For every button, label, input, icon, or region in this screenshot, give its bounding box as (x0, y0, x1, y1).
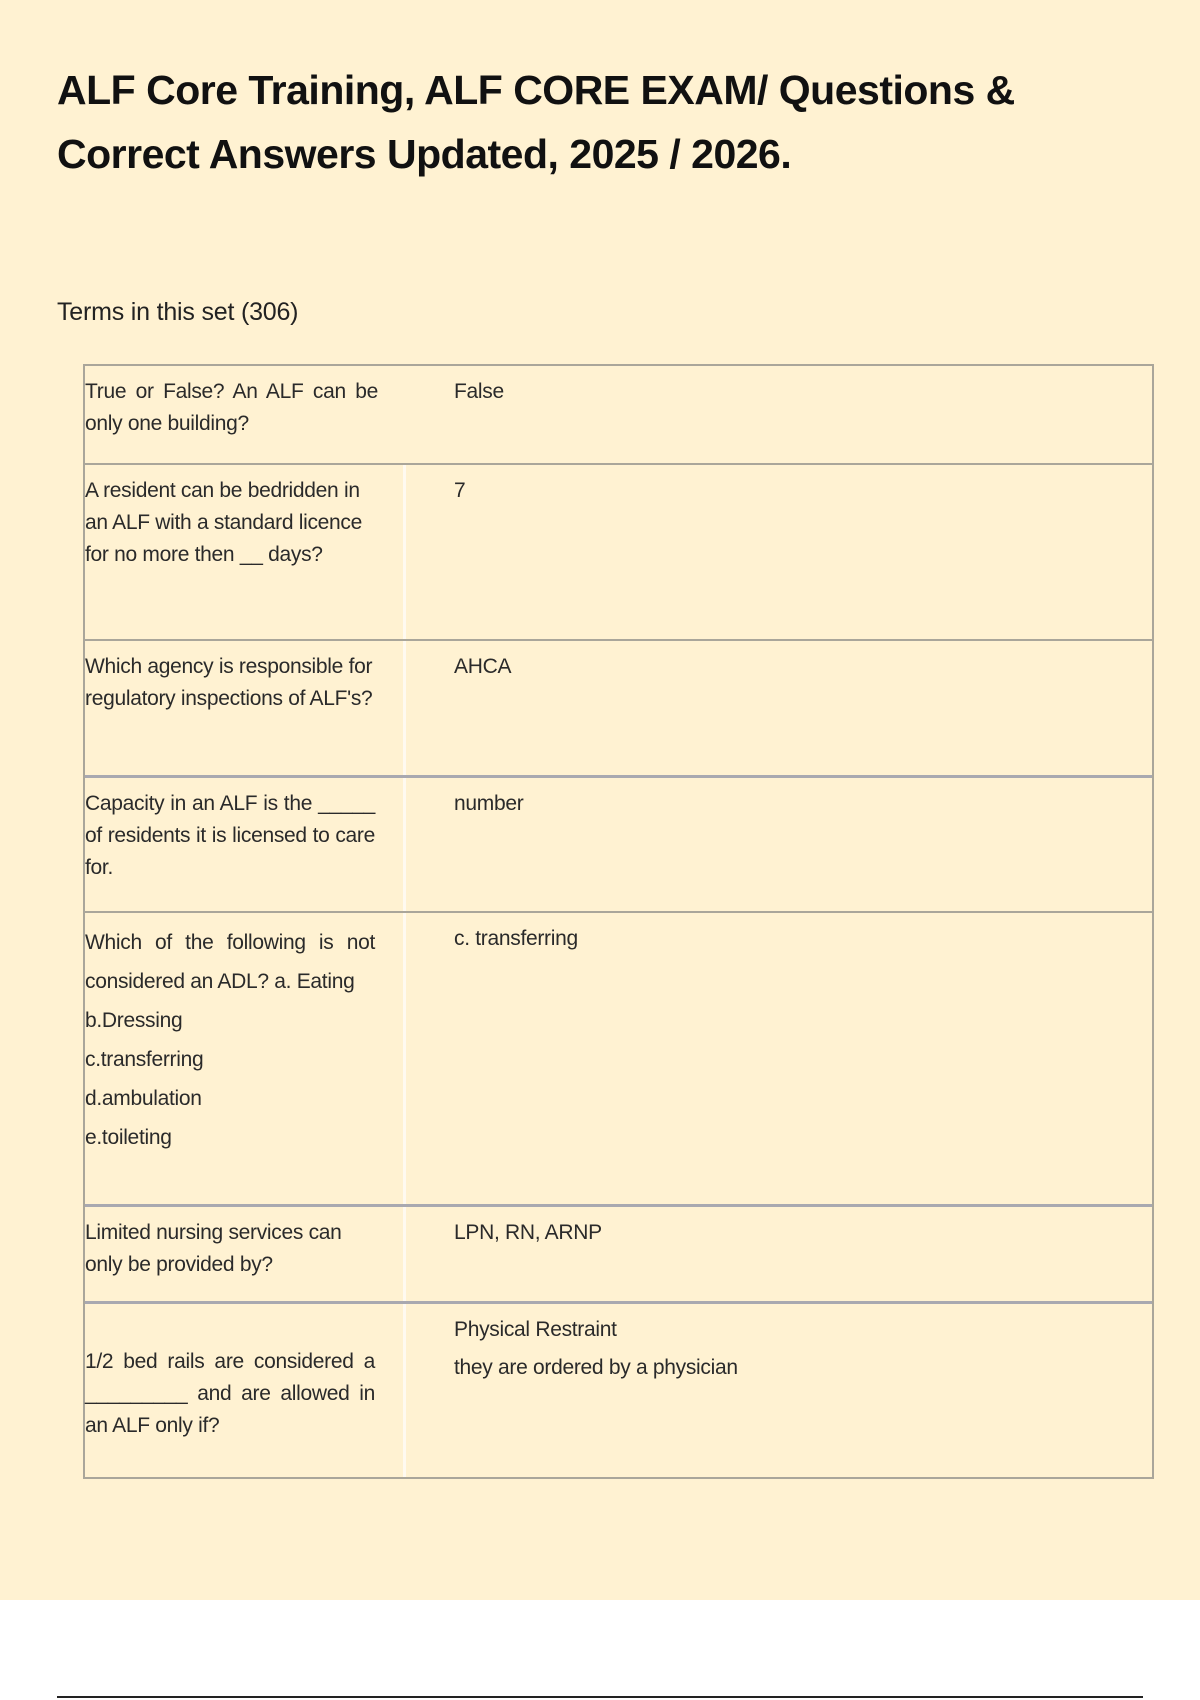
qa-row (85, 463, 1152, 639)
answer-line: they are ordered by a physician (454, 1356, 738, 1379)
question-text: Limited nursing services can only be provided by? (85, 1207, 406, 1301)
question-line: e.toileting (85, 1126, 172, 1149)
question-line: b.Dressing (85, 1009, 183, 1032)
answer-text (406, 778, 1152, 911)
question-line: Which of the following is not considered an ADL? a. Eating (85, 931, 375, 993)
qa-row (85, 1301, 1152, 1477)
qa-row (85, 1204, 1152, 1301)
question-text: Capacity in an ALF is the _____ of residents it is licensed to care for. (85, 778, 406, 911)
question-text: 1/2 bed rails are considered a _________ and are allowed in an ALF only if? (85, 1304, 406, 1477)
answer-line: 7 (454, 479, 466, 502)
answer-text (406, 913, 1152, 1204)
document-title: ALF Core Training, ALF CORE EXAM/ Questions & Correct Answers Updated, 2025 / 2026. (57, 67, 1015, 177)
question-text (85, 913, 406, 1204)
question-text: True or False? An ALF can be only one building? (85, 380, 378, 435)
answer-text (406, 366, 1152, 463)
question-line: c.transferring (85, 1048, 204, 1071)
footer-divider (57, 1696, 1143, 1698)
answer-line: c. transferring (454, 927, 578, 950)
answer-text (406, 1304, 1152, 1477)
answer-text (406, 641, 1152, 775)
answer-line: False (454, 380, 504, 403)
question-text: A resident can be bedridden in an ALF with a standard licence for no more then __ days? (85, 465, 406, 639)
terms-count-label: Terms in this set (306) (57, 298, 299, 326)
qa-table (83, 364, 1154, 1479)
qa-row (85, 911, 1152, 1204)
answer-text (406, 1207, 1152, 1301)
answer-line: number (454, 792, 524, 815)
question-line: d.ambulation (85, 1087, 202, 1110)
qa-row (85, 639, 1152, 775)
answer-line: LPN, RN, ARNP (454, 1221, 602, 1244)
qa-row (85, 366, 1152, 463)
answer-line: AHCA (454, 655, 512, 678)
answer-line: Physical Restraint (454, 1318, 617, 1341)
qa-row (85, 775, 1152, 911)
question-text: Which agency is responsible for regulatory inspections of ALF's? (85, 641, 406, 775)
answer-text (406, 465, 1152, 639)
